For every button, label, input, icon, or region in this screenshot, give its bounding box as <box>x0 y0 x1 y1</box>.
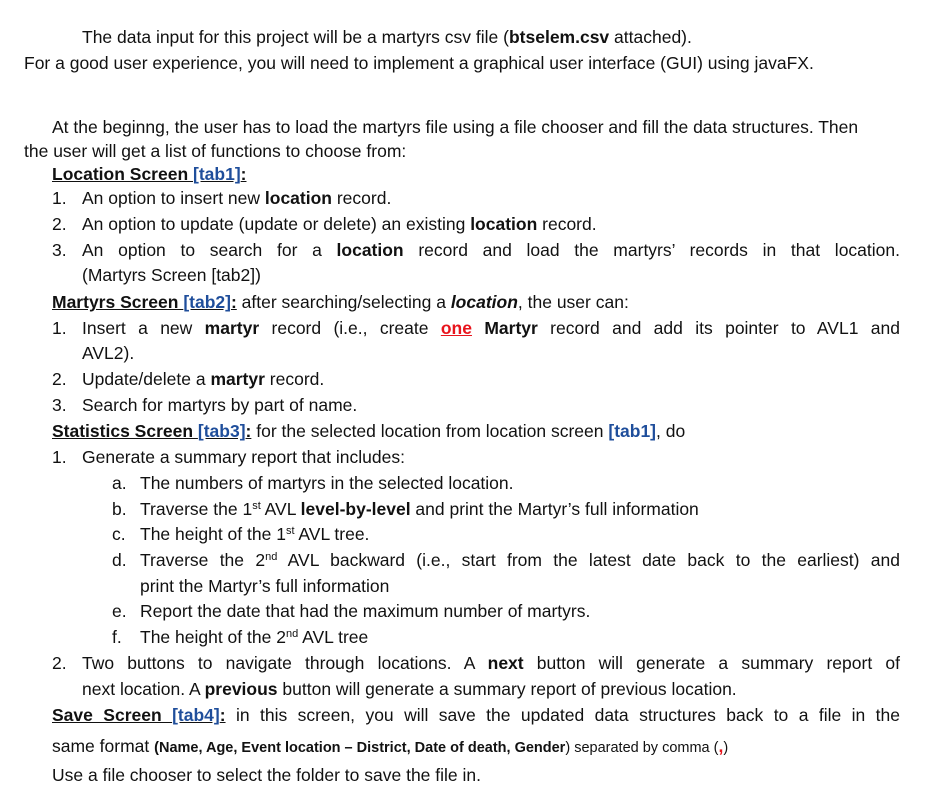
martyrs-item-3-text: Search for martyrs by part of name. <box>82 395 358 415</box>
location-item-3: 3. <box>52 240 67 260</box>
sub-item-d-letter: d. <box>112 550 127 570</box>
martyrs-screen-heading: Martyrs Screen [tab2]: after searching/selecting a location, the user can: <box>52 292 629 312</box>
save-screen-heading: Save Screen [tab4]: in this screen, you will save the updated data structures back to a file in the <box>52 705 900 725</box>
sub-item-c-letter: c. <box>112 524 126 544</box>
sub-item-f-text: The height of the 2nd AVL tree <box>140 627 369 647</box>
martyrs-item-1: 1. <box>52 318 67 338</box>
intro-line-2: For a good user experience, you will need to implement a graphical user interface (GUI) using javaFX. <box>24 53 814 73</box>
location-item-2: 2. <box>52 214 67 234</box>
martyrs-item-3: 3. <box>52 395 67 415</box>
location-item-1-text: An option to insert new location record. <box>82 188 392 208</box>
sub-item-d-text: Traverse the 2nd AVL backward (i.e., start from the latest date back to the earliest) and <box>140 550 900 570</box>
statistics-item-1: 1. <box>52 447 67 467</box>
statistics-item-2-line-2: next location. A previous button will generate a summary report of previous location. <box>82 679 737 699</box>
intro-line-1: The data input for this project will be a martyrs csv file (btselem.csv attached). <box>82 27 692 47</box>
martyrs-item-1-line-2: AVL2). <box>82 343 135 363</box>
csv-filename: btselem.csv <box>508 27 610 47</box>
sub-item-b-text: Traverse the 1st AVL level-by-level and print the Martyr’s full information <box>140 499 699 519</box>
emphasis-one: one <box>440 318 472 338</box>
sub-item-e-letter: e. <box>112 601 127 621</box>
save-line-3: Use a file chooser to select the folder to save the file in. <box>52 765 481 785</box>
sub-item-c-text: The height of the 1st AVL tree. <box>140 524 370 544</box>
sub-item-a-letter: a. <box>112 473 127 493</box>
location-screen-heading: Location Screen [tab1]: <box>52 164 247 184</box>
sub-item-b-letter: b. <box>112 499 127 519</box>
para-line-2: the user will get a list of functions to choose from: <box>24 141 407 161</box>
martyrs-item-2: 2. <box>52 369 67 389</box>
location-item-2-text: An option to update (update or delete) an existing location record. <box>82 214 597 234</box>
para-line-1: At the beginng, the user has to load the martyrs file using a file chooser and fill the data structures. Then <box>52 117 859 137</box>
location-item-3-text: An option to search for a location record and load the martyrs’ records in that location. <box>82 240 900 260</box>
martyrs-item-1-text: Insert a new martyr record (i.e., create one Martyr record and add its pointer to AVL1 and <box>82 318 900 338</box>
statistics-item-1-text: Generate a summary report that includes: <box>82 447 405 467</box>
statistics-screen-heading: Statistics Screen [tab3]: for the selected location from location screen [tab1], do <box>52 421 686 441</box>
save-line-2: same format (Name, Age, Event location – District, Date of death, Gender) separated by comma (,) <box>52 736 729 756</box>
location-item-3-line-2: (Martyrs Screen [tab2]) <box>82 265 261 285</box>
sub-item-d-line-2: print the Martyr’s full information <box>140 576 390 596</box>
statistics-item-2-text: Two buttons to navigate through locations. A next button will generate a summary report of <box>82 653 900 673</box>
sub-item-f-letter: f. <box>112 627 122 647</box>
location-item-1: 1. <box>52 188 67 208</box>
sub-item-a-text: The numbers of martyrs in the selected location. <box>140 473 514 493</box>
sub-item-e-text: Report the date that had the maximum number of martyrs. <box>140 601 591 621</box>
martyrs-item-2-text: Update/delete a martyr record. <box>82 369 325 389</box>
statistics-item-2: 2. <box>52 653 67 673</box>
